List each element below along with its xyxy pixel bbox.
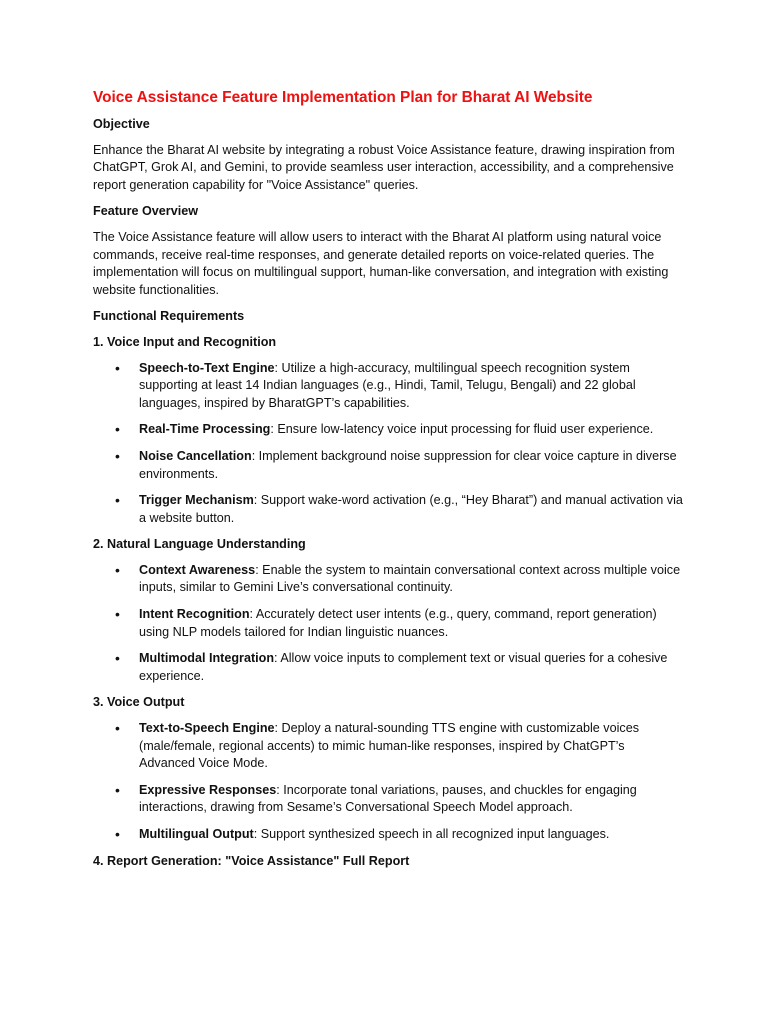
item-desc: : Accurately detect user intents (e.g., query, command, report generation) using NLP models tailored for Indian linguistic nuances.: [139, 607, 657, 639]
list-item: [93, 360, 683, 413]
item-desc: : Implement background noise suppression for clear voice capture in diverse environments.: [139, 448, 677, 481]
bullet-list: [93, 720, 683, 844]
item-term: Multimodal Integration: [139, 651, 275, 666]
requirements-heading: Functional Requirements: [93, 309, 245, 324]
section-heading: 1. Voice Input and Recognition: [93, 334, 277, 349]
list-item: [93, 826, 683, 844]
list-item: [93, 606, 683, 641]
item-term: Intent Recognition: [139, 607, 250, 622]
section-heading: 3. Voice Output: [93, 695, 185, 710]
section-heading: 2. Natural Language Understanding: [93, 537, 306, 552]
item-desc: : Allow voice inputs to complement text or visual queries for a cohesive experience.: [139, 651, 668, 683]
item-desc: : Deploy a natural-sounding TTS engine with customizable voices (male/female, regional accents) to mimic human-like responses, inspired by ChatGPT’s Advanced Voice Mode.: [139, 721, 639, 771]
bullet-list: [93, 562, 683, 686]
item-term: Trigger Mechanism: [139, 493, 254, 508]
item-desc: : Support synthesized speech in all recognized input languages.: [253, 827, 610, 841]
bullet-list: [93, 360, 683, 528]
item-term: Noise Cancellation: [139, 448, 252, 463]
objective-heading: Objective: [93, 117, 150, 131]
list-item: [93, 650, 683, 685]
item-desc: : Utilize a high-accuracy, multilingual speech recognition system supporting at least 14 Indian languages (e.g., Hindi, Tamil, Telugu, Bengali) and 22 global languages, inspired by BharatGPT’s capabilities.: [139, 360, 636, 410]
item-term: Text-to-Speech Engine: [139, 721, 275, 736]
item-term: Context Awareness: [139, 562, 256, 577]
overview-heading: Feature Overview: [93, 204, 198, 219]
document-body: [93, 88, 683, 878]
item-desc: : Enable the system to maintain conversational context across multiple voice inputs, similar to Gemini Live’s conversational continuity.: [139, 562, 681, 595]
item-desc: : Incorporate tonal variations, pauses, and chuckles for engaging interactions, drawing from Sesame’s Conversational Speech Model approach.: [139, 782, 637, 815]
item-desc: : Ensure low-latency voice input processing for fluid user experience.: [270, 422, 654, 437]
item-term: Expressive Responses: [139, 782, 277, 797]
objective-paragraph: Enhance the Bharat AI website by integrating a robust Voice Assistance feature, drawing inspiration from ChatGPT, Grok AI, and Gemini, to provide seamless user interaction, accessibility, and a comprehensive report generation capability for "Voice Assistance" queries.: [93, 142, 675, 192]
item-term: Multilingual Output: [139, 827, 254, 841]
item-desc: : Support wake-word activation (e.g., “Hey Bharat”) and manual activation via a website button.: [139, 493, 683, 525]
list-item: [93, 448, 683, 483]
list-item: [93, 782, 683, 817]
item-term: Speech-to-Text Engine: [139, 360, 275, 375]
overview-paragraph: The Voice Assistance feature will allow users to interact with the Bharat AI platform using natural voice commands, receive real-time responses, and generate detailed reports on voice-related queries. The implementation will focus on multilingual support, human-like conversation, and integration with existing website functionalities.: [93, 229, 669, 297]
list-item: [93, 492, 683, 527]
list-item: [93, 562, 683, 597]
section-heading: 4. Report Generation: "Voice Assistance" Full Report: [93, 853, 410, 868]
list-item: [93, 421, 683, 439]
item-term: Real-Time Processing: [139, 422, 271, 437]
document-title: Voice Assistance Feature Implementation Plan for Bharat AI Website: [93, 89, 593, 106]
list-item: [93, 720, 683, 773]
